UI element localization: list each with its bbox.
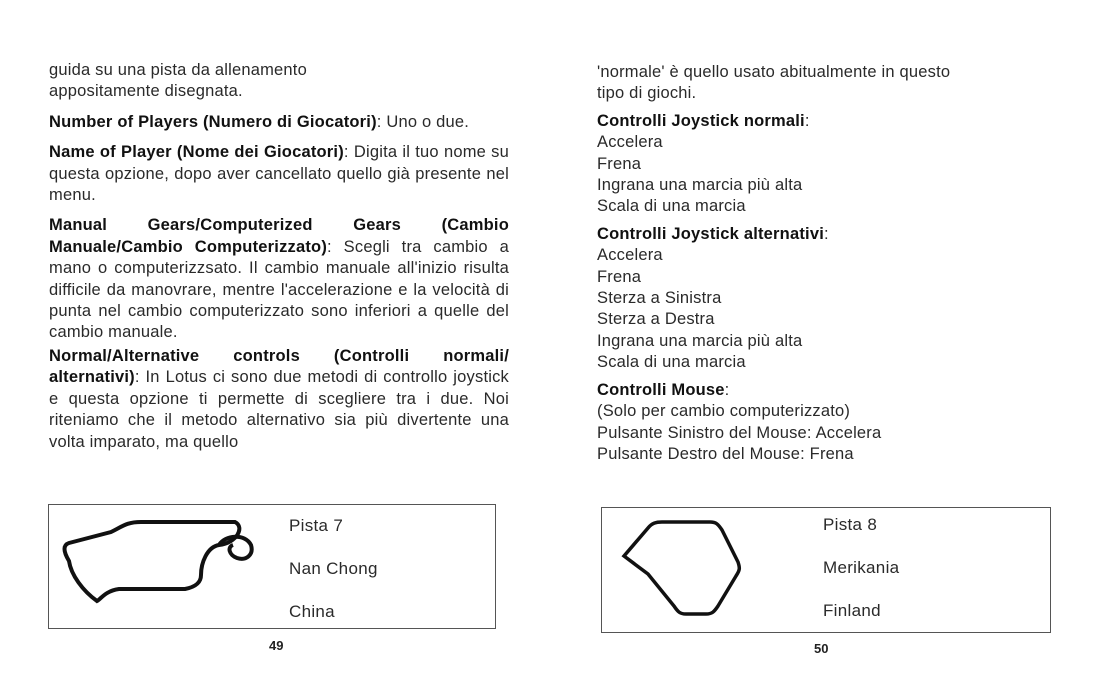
- option-text: : Scegli tra cambio a mano o computerizzsato. Il cambio manuale all'inizio risulta difficile da manovrare, mentre l'accelerazione e la velocità di punta nel cambio computerizzato sono inferiori a quelle del cambio manuale.: [49, 237, 509, 342]
- track-info: [289, 515, 378, 644]
- control-item: Scala di una marcia: [597, 197, 746, 216]
- track-country: Finland: [823, 601, 881, 620]
- option-label: Normal/Alternative controls (Controlli normali/ alternativi): [49, 346, 509, 387]
- option-controls: [49, 346, 509, 453]
- section-heading: Controlli Joystick alternativi:: [597, 224, 829, 243]
- control-item: Frena: [597, 154, 642, 173]
- intro-line: tipo di giochi.: [597, 84, 697, 103]
- control-item: Frena: [597, 267, 642, 286]
- section-joystick-alternative: [597, 224, 1067, 374]
- page-number: 50: [814, 641, 829, 656]
- track-info: [823, 514, 899, 643]
- control-item: Accelera: [597, 246, 663, 265]
- control-item: Sterza a Destra: [597, 310, 715, 329]
- track-map-icon: [49, 505, 495, 628]
- intro-line: appositamente disegnata.: [49, 82, 243, 101]
- section-heading: Controlli Mouse:: [597, 380, 730, 399]
- track-city: Merikania: [823, 558, 900, 577]
- control-item: Pulsante Sinistro del Mouse: Accelera: [597, 423, 882, 442]
- right-page: [550, 0, 1100, 694]
- track-box-pista-7: [48, 504, 496, 629]
- intro-paragraph: [49, 60, 509, 103]
- option-label: Number of Players (Numero di Giocatori): [49, 112, 377, 131]
- option-text: : Digita il tuo nome su questa opzione, dopo aver cancellato quello già presente nel menu.: [49, 143, 509, 205]
- section-joystick-normal: [597, 111, 1067, 218]
- intro-paragraph: [597, 62, 1067, 105]
- option-gears: [49, 215, 509, 343]
- intro-line: guida su una pista da allenamento: [49, 61, 307, 79]
- track-name: Pista 7: [289, 516, 344, 535]
- control-item: Ingrana una marcia più alta: [597, 176, 803, 195]
- track-name: Pista 8: [823, 515, 878, 534]
- control-item: (Solo per cambio computerizzato): [597, 402, 851, 421]
- control-item: Ingrana una marcia più alta: [597, 331, 803, 350]
- track-city: Nan Chong: [289, 559, 378, 578]
- option-label: Name of Player (Nome dei Giocatori): [49, 143, 344, 162]
- track-box-pista-8: [601, 507, 1051, 633]
- control-item: Scala di una marcia: [597, 353, 746, 372]
- intro-line: 'normale' è quello usato abitualmente in questo: [597, 63, 951, 81]
- option-name-of-player: [49, 142, 509, 206]
- track-country: China: [289, 602, 335, 621]
- option-number-of-players: [49, 112, 509, 133]
- right-page-text: [597, 62, 1067, 471]
- control-item: Sterza a Sinistra: [597, 289, 722, 308]
- page-number: 49: [269, 638, 284, 653]
- option-label: Manual Gears/Computerized Gears (Cambio Manuale/Cambio Computerizzato): [49, 216, 509, 256]
- control-item: Pulsante Destro del Mouse: Frena: [597, 444, 854, 463]
- left-page-text: [49, 60, 509, 462]
- section-heading: Controlli Joystick normali:: [597, 111, 810, 130]
- control-item: Accelera: [597, 133, 663, 152]
- option-text: : Uno o due.: [376, 112, 470, 131]
- option-text: : In Lotus ci sono due metodi di controllo joystick e questa opzione ti permette di scegliere tra i due. Noi riteniamo che il metodo alternativo sia più divertente una volta imparato, ma quello: [49, 368, 509, 451]
- section-mouse: [597, 380, 1067, 466]
